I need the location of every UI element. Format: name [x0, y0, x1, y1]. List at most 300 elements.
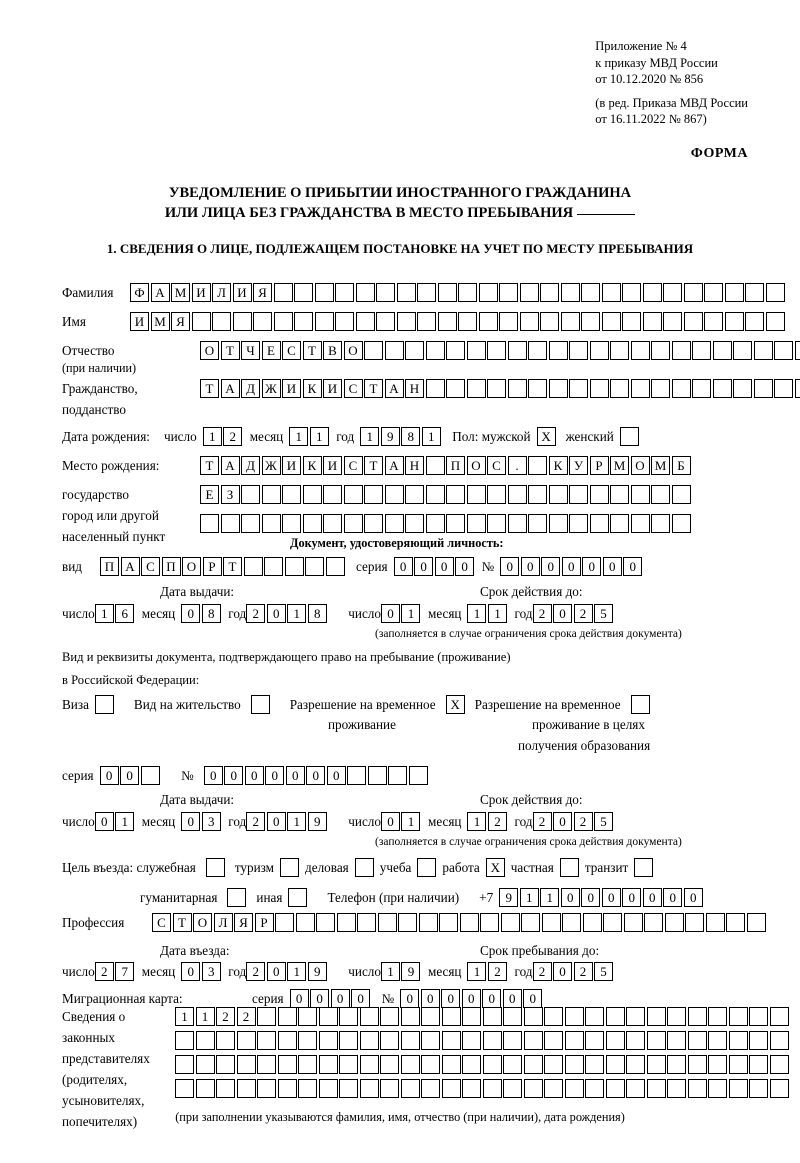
char-cell[interactable]: Т — [364, 379, 383, 398]
char-cell[interactable]: 2 — [533, 962, 552, 981]
char-cell[interactable] — [520, 312, 539, 331]
char-cell[interactable]: В — [323, 341, 342, 360]
char-cell[interactable] — [626, 1007, 645, 1026]
char-cell[interactable] — [745, 283, 764, 302]
char-cell[interactable] — [196, 1055, 215, 1074]
char-cell[interactable] — [442, 1007, 461, 1026]
char-cell[interactable]: 0 — [663, 888, 682, 907]
char-cell[interactable] — [726, 913, 745, 932]
stay-year-input[interactable] — [533, 962, 615, 981]
char-cell[interactable] — [626, 1079, 645, 1098]
permit-valid-day-input[interactable] — [381, 812, 422, 831]
char-cell[interactable] — [528, 485, 547, 504]
char-cell[interactable] — [544, 1055, 563, 1074]
char-cell[interactable] — [294, 312, 313, 331]
char-cell[interactable]: 3 — [202, 812, 221, 831]
char-cell[interactable] — [540, 312, 559, 331]
char-cell[interactable] — [360, 1007, 379, 1026]
char-cell[interactable] — [467, 341, 486, 360]
char-cell[interactable] — [631, 379, 650, 398]
char-cell[interactable]: 0 — [351, 989, 370, 1008]
char-cell[interactable]: 0 — [482, 989, 501, 1008]
char-cell[interactable]: . — [508, 456, 527, 475]
char-cell[interactable]: П — [100, 557, 119, 576]
char-cell[interactable] — [426, 456, 445, 475]
entry-month-input[interactable] — [181, 962, 222, 981]
char-cell[interactable] — [278, 1031, 297, 1050]
char-cell[interactable]: 1 — [289, 427, 308, 446]
char-cell[interactable]: 0 — [441, 989, 460, 1008]
char-cell[interactable] — [385, 485, 404, 504]
char-cell[interactable]: С — [152, 913, 171, 932]
char-cell[interactable] — [520, 283, 539, 302]
char-cell[interactable] — [622, 312, 641, 331]
char-cell[interactable] — [562, 913, 581, 932]
char-cell[interactable]: 7 — [115, 962, 134, 981]
char-cell[interactable] — [606, 1007, 625, 1026]
char-cell[interactable]: 0 — [561, 888, 580, 907]
char-cell[interactable] — [672, 341, 691, 360]
char-cell[interactable] — [585, 1055, 604, 1074]
char-cell[interactable] — [438, 283, 457, 302]
char-cell[interactable] — [241, 485, 260, 504]
char-cell[interactable] — [339, 1031, 358, 1050]
char-cell[interactable] — [253, 312, 272, 331]
char-cell[interactable]: И — [233, 283, 252, 302]
char-cell[interactable] — [380, 1055, 399, 1074]
char-cell[interactable] — [405, 341, 424, 360]
birthplace-line-1-input[interactable] — [200, 456, 692, 475]
char-cell[interactable]: 1 — [287, 604, 306, 623]
char-cell[interactable] — [565, 1031, 584, 1050]
char-cell[interactable] — [303, 514, 322, 533]
char-cell[interactable] — [692, 379, 711, 398]
migration-series-input[interactable] — [290, 989, 372, 1008]
char-cell[interactable]: О — [467, 456, 486, 475]
char-cell[interactable] — [303, 485, 322, 504]
char-cell[interactable] — [725, 283, 744, 302]
char-cell[interactable] — [487, 514, 506, 533]
permit-series-input[interactable] — [100, 766, 162, 785]
char-cell[interactable] — [766, 312, 785, 331]
char-cell[interactable]: М — [610, 456, 629, 475]
char-cell[interactable] — [647, 1055, 666, 1074]
temp-residence-checkbox[interactable]: X — [446, 695, 465, 714]
char-cell[interactable] — [462, 1079, 481, 1098]
char-cell[interactable] — [216, 1055, 235, 1074]
birth-year-input[interactable] — [360, 427, 442, 446]
char-cell[interactable] — [684, 283, 703, 302]
char-cell[interactable]: 0 — [181, 812, 200, 831]
char-cell[interactable]: 1 — [381, 962, 400, 981]
char-cell[interactable] — [729, 1007, 748, 1026]
char-cell[interactable] — [278, 1007, 297, 1026]
char-cell[interactable] — [233, 312, 252, 331]
char-cell[interactable]: 6 — [115, 604, 134, 623]
birthplace-line-3-input[interactable] — [200, 514, 692, 533]
char-cell[interactable]: 1 — [467, 604, 486, 623]
char-cell[interactable] — [319, 1007, 338, 1026]
char-cell[interactable] — [581, 283, 600, 302]
char-cell[interactable]: А — [221, 379, 240, 398]
char-cell[interactable]: С — [487, 456, 506, 475]
char-cell[interactable] — [368, 766, 387, 785]
char-cell[interactable] — [458, 283, 477, 302]
char-cell[interactable] — [460, 913, 479, 932]
char-cell[interactable] — [585, 1079, 604, 1098]
char-cell[interactable]: Л — [212, 283, 231, 302]
char-cell[interactable] — [378, 913, 397, 932]
char-cell[interactable]: 0 — [521, 557, 540, 576]
char-cell[interactable] — [585, 1007, 604, 1026]
char-cell[interactable] — [421, 1031, 440, 1050]
representatives-line-2-input[interactable] — [175, 1031, 790, 1050]
char-cell[interactable] — [467, 379, 486, 398]
char-cell[interactable] — [667, 1079, 686, 1098]
char-cell[interactable] — [417, 283, 436, 302]
entry-year-input[interactable] — [246, 962, 328, 981]
char-cell[interactable]: 0 — [553, 812, 572, 831]
char-cell[interactable] — [770, 1007, 789, 1026]
char-cell[interactable] — [569, 485, 588, 504]
char-cell[interactable] — [610, 514, 629, 533]
char-cell[interactable] — [401, 1031, 420, 1050]
char-cell[interactable] — [483, 1031, 502, 1050]
char-cell[interactable] — [602, 312, 621, 331]
char-cell[interactable] — [237, 1079, 256, 1098]
char-cell[interactable] — [626, 1031, 645, 1050]
char-cell[interactable]: 0 — [500, 557, 519, 576]
char-cell[interactable]: 0 — [267, 604, 286, 623]
char-cell[interactable]: 0 — [331, 989, 350, 1008]
char-cell[interactable] — [315, 283, 334, 302]
char-cell[interactable] — [298, 1055, 317, 1074]
char-cell[interactable] — [376, 312, 395, 331]
char-cell[interactable]: 0 — [684, 888, 703, 907]
char-cell[interactable]: 0 — [503, 989, 522, 1008]
char-cell[interactable] — [754, 379, 773, 398]
char-cell[interactable]: 2 — [574, 604, 593, 623]
char-cell[interactable] — [319, 1079, 338, 1098]
char-cell[interactable] — [647, 1031, 666, 1050]
patronymic-input[interactable] — [200, 341, 800, 360]
char-cell[interactable] — [257, 1031, 276, 1050]
char-cell[interactable] — [624, 913, 643, 932]
char-cell[interactable] — [544, 1031, 563, 1050]
char-cell[interactable]: У — [569, 456, 588, 475]
char-cell[interactable] — [706, 913, 725, 932]
char-cell[interactable]: 2 — [574, 962, 593, 981]
char-cell[interactable] — [544, 1007, 563, 1026]
char-cell[interactable]: 9 — [499, 888, 518, 907]
char-cell[interactable]: И — [282, 456, 301, 475]
char-cell[interactable]: 0 — [622, 888, 641, 907]
char-cell[interactable] — [610, 485, 629, 504]
stay-month-input[interactable] — [467, 962, 508, 981]
char-cell[interactable] — [458, 312, 477, 331]
char-cell[interactable] — [745, 312, 764, 331]
permit-issue-year-input[interactable] — [246, 812, 328, 831]
char-cell[interactable] — [364, 485, 383, 504]
name-input[interactable] — [130, 312, 786, 331]
char-cell[interactable]: З — [221, 485, 240, 504]
char-cell[interactable] — [508, 485, 527, 504]
birthplace-line-2-input[interactable] — [200, 485, 692, 504]
char-cell[interactable] — [749, 1079, 768, 1098]
char-cell[interactable]: Я — [253, 283, 272, 302]
char-cell[interactable] — [417, 312, 436, 331]
char-cell[interactable] — [544, 1079, 563, 1098]
char-cell[interactable] — [590, 514, 609, 533]
permit-valid-year-input[interactable] — [533, 812, 615, 831]
char-cell[interactable] — [339, 1079, 358, 1098]
char-cell[interactable] — [326, 557, 345, 576]
char-cell[interactable] — [421, 1079, 440, 1098]
char-cell[interactable] — [581, 312, 600, 331]
permit-valid-month-input[interactable] — [467, 812, 508, 831]
char-cell[interactable]: Ч — [241, 341, 260, 360]
char-cell[interactable] — [244, 557, 263, 576]
char-cell[interactable]: 2 — [574, 812, 593, 831]
char-cell[interactable] — [360, 1055, 379, 1074]
char-cell[interactable] — [141, 766, 160, 785]
char-cell[interactable] — [684, 312, 703, 331]
char-cell[interactable] — [733, 379, 752, 398]
char-cell[interactable]: 0 — [602, 888, 621, 907]
char-cell[interactable]: Ж — [262, 379, 281, 398]
char-cell[interactable] — [508, 379, 527, 398]
char-cell[interactable]: Н — [405, 379, 424, 398]
char-cell[interactable]: И — [282, 379, 301, 398]
entry-day-input[interactable] — [95, 962, 136, 981]
char-cell[interactable] — [479, 283, 498, 302]
char-cell[interactable] — [360, 1031, 379, 1050]
char-cell[interactable]: 0 — [553, 962, 572, 981]
char-cell[interactable] — [462, 1055, 481, 1074]
char-cell[interactable] — [528, 341, 547, 360]
char-cell[interactable] — [298, 1079, 317, 1098]
char-cell[interactable]: М — [651, 456, 670, 475]
char-cell[interactable] — [467, 485, 486, 504]
char-cell[interactable] — [257, 1079, 276, 1098]
char-cell[interactable]: С — [141, 557, 160, 576]
char-cell[interactable]: 0 — [310, 989, 329, 1008]
char-cell[interactable] — [397, 283, 416, 302]
char-cell[interactable]: 2 — [237, 1007, 256, 1026]
identity-number-input[interactable] — [500, 557, 644, 576]
identity-issue-day-input[interactable] — [95, 604, 136, 623]
char-cell[interactable] — [651, 514, 670, 533]
char-cell[interactable]: А — [385, 379, 404, 398]
char-cell[interactable]: Б — [672, 456, 691, 475]
char-cell[interactable]: Р — [590, 456, 609, 475]
char-cell[interactable]: 9 — [308, 812, 327, 831]
char-cell[interactable] — [388, 766, 407, 785]
purpose-study-checkbox[interactable] — [417, 858, 436, 877]
char-cell[interactable]: 9 — [401, 962, 420, 981]
char-cell[interactable]: 0 — [462, 989, 481, 1008]
char-cell[interactable] — [688, 1079, 707, 1098]
char-cell[interactable] — [503, 1055, 522, 1074]
char-cell[interactable] — [524, 1055, 543, 1074]
char-cell[interactable] — [278, 1079, 297, 1098]
char-cell[interactable]: 0 — [267, 812, 286, 831]
char-cell[interactable]: 2 — [246, 812, 265, 831]
char-cell[interactable]: 2 — [223, 427, 242, 446]
char-cell[interactable] — [421, 1055, 440, 1074]
char-cell[interactable]: Ж — [262, 456, 281, 475]
char-cell[interactable]: Ф — [130, 283, 149, 302]
char-cell[interactable]: 0 — [95, 812, 114, 831]
char-cell[interactable] — [319, 1031, 338, 1050]
char-cell[interactable] — [344, 485, 363, 504]
char-cell[interactable] — [725, 312, 744, 331]
char-cell[interactable]: И — [323, 379, 342, 398]
char-cell[interactable]: 0 — [523, 989, 542, 1008]
char-cell[interactable]: А — [121, 557, 140, 576]
char-cell[interactable] — [688, 1031, 707, 1050]
char-cell[interactable] — [344, 514, 363, 533]
residence-permit-checkbox[interactable] — [251, 695, 270, 714]
char-cell[interactable] — [590, 379, 609, 398]
char-cell[interactable] — [503, 1079, 522, 1098]
char-cell[interactable]: П — [162, 557, 181, 576]
char-cell[interactable] — [419, 913, 438, 932]
char-cell[interactable] — [643, 312, 662, 331]
char-cell[interactable]: 0 — [181, 604, 200, 623]
char-cell[interactable] — [713, 379, 732, 398]
char-cell[interactable]: 2 — [488, 812, 507, 831]
char-cell[interactable]: П — [446, 456, 465, 475]
char-cell[interactable]: 1 — [467, 812, 486, 831]
char-cell[interactable] — [356, 312, 375, 331]
char-cell[interactable] — [316, 913, 335, 932]
phone-input[interactable] — [499, 888, 704, 907]
char-cell[interactable] — [380, 1031, 399, 1050]
char-cell[interactable] — [626, 1055, 645, 1074]
char-cell[interactable]: Т — [364, 456, 383, 475]
char-cell[interactable] — [480, 913, 499, 932]
char-cell[interactable]: 1 — [467, 962, 486, 981]
char-cell[interactable]: Т — [200, 379, 219, 398]
char-cell[interactable] — [487, 485, 506, 504]
char-cell[interactable] — [285, 557, 304, 576]
char-cell[interactable] — [442, 1031, 461, 1050]
char-cell[interactable]: Л — [214, 913, 233, 932]
char-cell[interactable] — [528, 514, 547, 533]
char-cell[interactable] — [606, 1055, 625, 1074]
char-cell[interactable]: Т — [200, 456, 219, 475]
char-cell[interactable]: Е — [262, 341, 281, 360]
identity-valid-year-input[interactable] — [533, 604, 615, 623]
char-cell[interactable]: 0 — [623, 557, 642, 576]
identity-series-input[interactable] — [394, 557, 476, 576]
char-cell[interactable] — [590, 485, 609, 504]
char-cell[interactable]: 0 — [562, 557, 581, 576]
char-cell[interactable]: С — [344, 456, 363, 475]
char-cell[interactable] — [569, 341, 588, 360]
char-cell[interactable] — [319, 1055, 338, 1074]
char-cell[interactable] — [565, 1055, 584, 1074]
char-cell[interactable]: 1 — [540, 888, 559, 907]
char-cell[interactable] — [175, 1055, 194, 1074]
purpose-humanitarian-checkbox[interactable] — [227, 888, 246, 907]
char-cell[interactable]: 8 — [202, 604, 221, 623]
char-cell[interactable] — [749, 1055, 768, 1074]
char-cell[interactable]: 0 — [290, 989, 309, 1008]
char-cell[interactable]: 0 — [582, 557, 601, 576]
char-cell[interactable]: 2 — [533, 604, 552, 623]
char-cell[interactable] — [264, 557, 283, 576]
char-cell[interactable] — [298, 1031, 317, 1050]
char-cell[interactable]: 0 — [224, 766, 243, 785]
char-cell[interactable] — [421, 1007, 440, 1026]
char-cell[interactable]: 0 — [100, 766, 119, 785]
char-cell[interactable] — [561, 312, 580, 331]
char-cell[interactable]: 0 — [327, 766, 346, 785]
char-cell[interactable] — [401, 1055, 420, 1074]
char-cell[interactable] — [339, 1007, 358, 1026]
char-cell[interactable] — [335, 312, 354, 331]
purpose-transit-checkbox[interactable] — [634, 858, 653, 877]
char-cell[interactable] — [603, 913, 622, 932]
permit-number-input[interactable] — [204, 766, 430, 785]
char-cell[interactable] — [651, 379, 670, 398]
char-cell[interactable]: 0 — [286, 766, 305, 785]
char-cell[interactable] — [766, 283, 785, 302]
char-cell[interactable] — [439, 913, 458, 932]
char-cell[interactable] — [729, 1031, 748, 1050]
char-cell[interactable]: 5 — [594, 604, 613, 623]
char-cell[interactable] — [499, 312, 518, 331]
char-cell[interactable] — [602, 283, 621, 302]
char-cell[interactable]: 9 — [381, 427, 400, 446]
edu-residence-checkbox[interactable] — [631, 695, 650, 714]
char-cell[interactable]: А — [151, 283, 170, 302]
char-cell[interactable] — [549, 514, 568, 533]
char-cell[interactable]: 1 — [287, 962, 306, 981]
char-cell[interactable] — [733, 341, 752, 360]
char-cell[interactable] — [685, 913, 704, 932]
char-cell[interactable]: Я — [234, 913, 253, 932]
char-cell[interactable]: С — [344, 379, 363, 398]
char-cell[interactable] — [647, 1079, 666, 1098]
char-cell[interactable] — [688, 1007, 707, 1026]
char-cell[interactable] — [380, 1079, 399, 1098]
char-cell[interactable] — [508, 514, 527, 533]
profession-input[interactable] — [152, 913, 767, 932]
char-cell[interactable] — [221, 514, 240, 533]
char-cell[interactable]: Е — [200, 485, 219, 504]
char-cell[interactable] — [606, 1031, 625, 1050]
representatives-line-3-input[interactable] — [175, 1055, 790, 1074]
char-cell[interactable] — [216, 1031, 235, 1050]
char-cell[interactable] — [196, 1079, 215, 1098]
char-cell[interactable] — [357, 913, 376, 932]
char-cell[interactable]: И — [192, 283, 211, 302]
identity-valid-month-input[interactable] — [467, 604, 508, 623]
char-cell[interactable]: 1 — [360, 427, 379, 446]
stay-day-input[interactable] — [381, 962, 422, 981]
char-cell[interactable] — [704, 283, 723, 302]
representatives-line-1-input[interactable] — [175, 1007, 790, 1026]
char-cell[interactable] — [524, 1007, 543, 1026]
char-cell[interactable]: 8 — [401, 427, 420, 446]
char-cell[interactable]: И — [323, 456, 342, 475]
char-cell[interactable] — [549, 379, 568, 398]
char-cell[interactable] — [296, 913, 315, 932]
char-cell[interactable] — [770, 1055, 789, 1074]
